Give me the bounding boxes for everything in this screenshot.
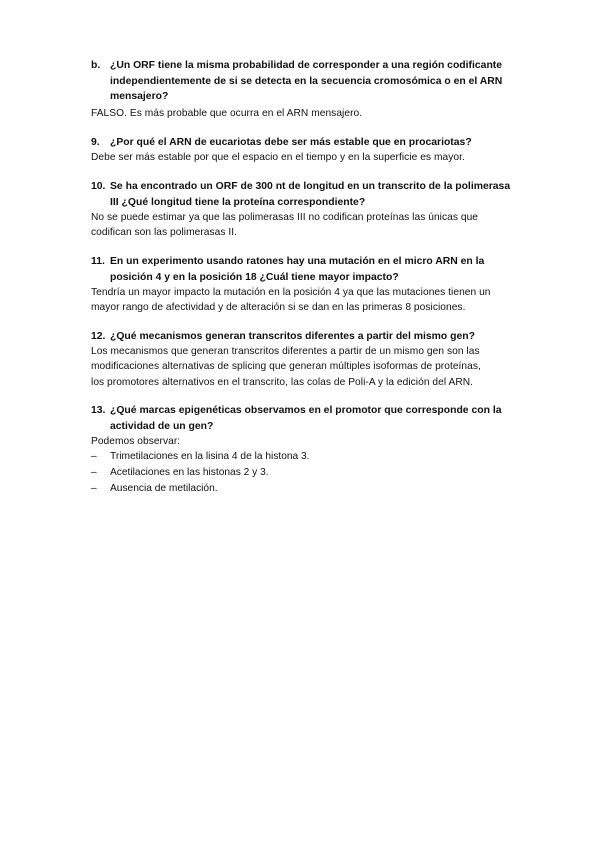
answer-line: Tendría un mayor impacto la mutación en la posición 4 ya que las mutaciones tienen un: [91, 287, 491, 298]
question-number: 13.: [91, 405, 106, 416]
question-text: [91, 58, 531, 105]
answer-11: [91, 285, 531, 316]
question-line: En un experimento usando ratones hay una mutación en el micro ARN en la: [110, 256, 485, 267]
bullet-dash: –: [91, 451, 97, 462]
question-line: ¿Un ORF tiene la misma probabilidad de corresponder a una región codificante: [110, 60, 503, 71]
question-line: ¿Por qué el ARN de eucariotas debe ser más estable que en procariotas?: [110, 137, 472, 148]
question-12: [91, 329, 531, 345]
answer-line: Podemos observar:: [91, 436, 181, 447]
list-item-text: Ausencia de metilación.: [110, 483, 218, 494]
question-text: [91, 329, 531, 345]
question-13: [91, 403, 531, 434]
question-line: mensajero?: [110, 91, 169, 102]
question-9: [91, 135, 531, 151]
answer-12: [91, 344, 531, 390]
answer-line: Los mecanismos que generan transcritos diferentes a partir de un mismo gen son las: [91, 346, 480, 357]
question-line: actividad de un gen?: [110, 420, 214, 432]
answer-10: [91, 210, 531, 241]
answer-13: [91, 434, 531, 449]
question-line: Se ha encontrado un ORF de 300 nt de longitud en un transcrito de la polimerasa: [110, 181, 511, 192]
answer-b: [91, 106, 531, 121]
answer-9: [91, 150, 531, 165]
question-10: [91, 179, 531, 210]
question-text: [91, 179, 531, 210]
answer-line: mayor rango de afectividad y de alteración si se dan en las primeras 8 posiciones.: [91, 302, 466, 314]
question-line: III ¿Qué longitud tiene la proteína correspondiente?: [110, 196, 366, 208]
bullet-dash: –: [91, 483, 97, 494]
list-item-text: Acetilaciones en las histonas 2 y 3.: [110, 467, 269, 478]
list-item-text: Trimetilaciones en la lisina 4 de la histona 3.: [110, 451, 310, 462]
question-text: [91, 403, 531, 434]
question-11: [91, 254, 531, 285]
question-line: ¿Qué mecanismos generan transcritos diferentes a partir del mismo gen?: [110, 331, 475, 342]
question-text: [91, 135, 531, 151]
question-number: b.: [91, 60, 101, 71]
answer-line: los promotores alternativos en el transcrito, las colas de Poli-A y la edición del ARN.: [91, 376, 474, 388]
question-text: [91, 254, 531, 285]
question-number: 10.: [91, 181, 106, 192]
question-line: independientemente de si se detecta en la secuencia cromosómica o en el ARN: [110, 75, 503, 87]
answer-line: modificaciones alternativas de splicing que generan múltiples isoformas de proteínas,: [91, 361, 481, 373]
question-line: ¿Qué marcas epigenéticas observamos en el promotor que corresponde con la: [110, 405, 502, 416]
question-b: [91, 58, 531, 105]
question-number: 11.: [91, 256, 105, 267]
answer-line: codifican son las polimerasas II.: [91, 227, 238, 239]
bullet-dash: –: [91, 467, 97, 478]
question-number: 9.: [91, 137, 100, 148]
question-line: posición 4 y en la posición 18 ¿Cuál tiene mayor impacto?: [110, 271, 399, 283]
answer-line: No se puede estimar ya que las polimerasas III no codifican proteínas las únicas que: [91, 212, 479, 223]
answer-line: FALSO. Es más probable que ocurra en el ARN mensajero.: [91, 108, 363, 119]
answer-line: Debe ser más estable por que el espacio en el tiempo y en la superficie es mayor.: [91, 152, 465, 163]
question-number: 12.: [91, 331, 106, 342]
